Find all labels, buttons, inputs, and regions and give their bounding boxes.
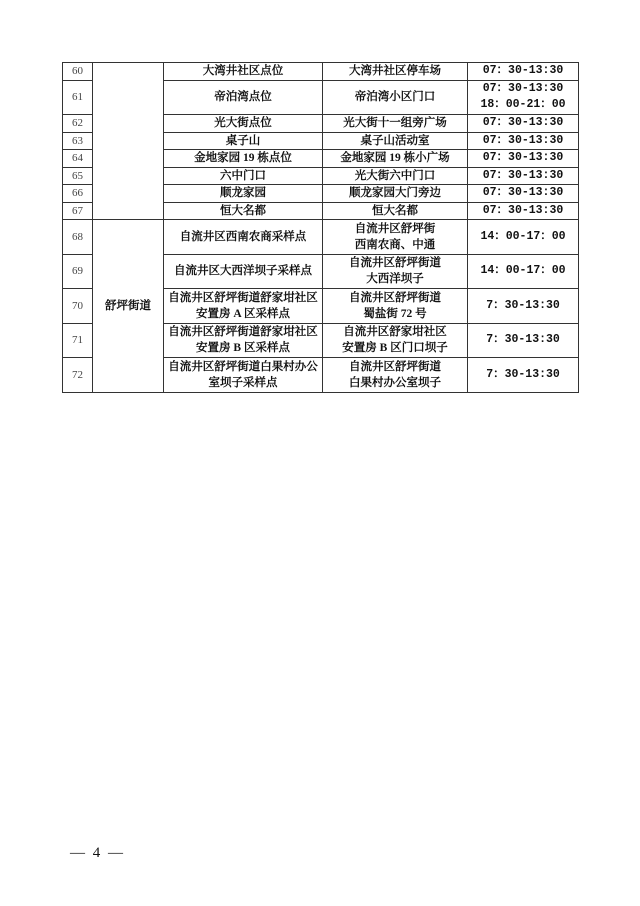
- site-name-line: 自流井区大西洋坝子采样点: [174, 265, 312, 278]
- service-hours-line: 7：30-13:30: [486, 367, 560, 381]
- row-number: 69: [63, 254, 93, 289]
- site-name-line: 大湾井社区点位: [202, 65, 284, 78]
- service-hours: [468, 254, 579, 289]
- service-hours-line: 07：30-13:30: [482, 168, 564, 182]
- site-address: [323, 289, 468, 324]
- site-address-line: 安置房 B 区门口坝子: [342, 342, 448, 355]
- site-address-line: 光大街六中门口: [354, 169, 436, 182]
- site-address-line: 自流井区舒坪街道: [349, 291, 441, 304]
- site-name-line: 自流井区西南农商采样点: [179, 230, 307, 243]
- service-hours: [468, 220, 579, 255]
- site-name-line: 安置房 A 区采样点: [196, 307, 290, 320]
- site-name: [164, 202, 323, 220]
- service-hours-line: 07：30-13:30: [482, 203, 564, 217]
- row-number: 71: [63, 323, 93, 358]
- service-hours: [468, 167, 579, 185]
- service-hours: [468, 115, 579, 133]
- service-hours: [468, 132, 579, 150]
- service-hours: [468, 289, 579, 324]
- site-address-line: 顺龙家园大门旁边: [349, 187, 441, 200]
- site-name-line: 金地家园 19 栋点位: [194, 152, 292, 165]
- site-address-line: 自流井区舒家坩社区: [343, 326, 447, 339]
- site-name: [164, 289, 323, 324]
- site-name: [164, 167, 323, 185]
- site-address: [323, 323, 468, 358]
- service-hours-line: 14：00-17：00: [480, 229, 566, 243]
- row-number: 64: [63, 150, 93, 168]
- site-address-line: 白果村办公室坝子: [349, 376, 441, 389]
- site-address-line: 恒大名都: [372, 204, 418, 217]
- service-hours-line: 07：30-13:30: [482, 151, 564, 165]
- service-hours-line: 07：30-13:30: [482, 186, 564, 200]
- service-hours-line: 7：30-13:30: [486, 298, 560, 312]
- site-name: [164, 358, 323, 393]
- site-name: [164, 150, 323, 168]
- row-number: 62: [63, 115, 93, 133]
- site-name-line: 室坝子采样点: [208, 376, 278, 389]
- site-name: [164, 80, 323, 115]
- sampling-sites-table: [62, 62, 579, 393]
- service-hours-line: 7：30-13:30: [486, 333, 560, 347]
- site-address: [323, 220, 468, 255]
- site-address-line: 蜀盐街 72 号: [363, 307, 427, 320]
- site-address: [323, 202, 468, 220]
- service-hours: [468, 202, 579, 220]
- site-name: [164, 185, 323, 203]
- site-address: [323, 115, 468, 133]
- site-name: [164, 220, 323, 255]
- service-hours-line: 14：00-17：00: [480, 264, 566, 278]
- service-hours-line: 07：30-13:30: [482, 82, 564, 96]
- site-address-line: 自流井区舒坪街: [354, 222, 436, 235]
- site-address-line: 大湾井社区停车场: [349, 65, 441, 78]
- row-number: 60: [63, 63, 93, 81]
- service-hours: [468, 358, 579, 393]
- site-address: [323, 254, 468, 289]
- row-number: 63: [63, 132, 93, 150]
- site-address: [323, 358, 468, 393]
- row-number: 70: [63, 289, 93, 324]
- service-hours: [468, 185, 579, 203]
- district-cell: [93, 63, 164, 220]
- site-name-line: 桌子山: [225, 134, 261, 147]
- site-address: [323, 185, 468, 203]
- district-cell: 舒坪街道: [93, 220, 164, 393]
- row-number: 67: [63, 202, 93, 220]
- site-name: [164, 63, 323, 81]
- row-number: 61: [63, 80, 93, 115]
- site-name-line: 安置房 B 区采样点: [196, 342, 290, 355]
- site-name: [164, 323, 323, 358]
- row-number: 65: [63, 167, 93, 185]
- site-name: [164, 254, 323, 289]
- service-hours-line: 18：00-21：00: [480, 98, 566, 112]
- row-number: 66: [63, 185, 93, 203]
- site-address: [323, 80, 468, 115]
- site-name-line: 帝泊湾点位: [214, 91, 272, 104]
- site-name-line: 六中门口: [220, 169, 266, 182]
- service-hours-line: 07：30-13:30: [482, 64, 564, 78]
- row-number: 72: [63, 358, 93, 393]
- site-address: [323, 167, 468, 185]
- site-name-line: 恒大名都: [220, 204, 266, 217]
- row-number: 68: [63, 220, 93, 255]
- site-address-line: 桌子山活动室: [360, 134, 430, 147]
- table-row: [63, 63, 579, 81]
- service-hours-line: 07：30-13:30: [482, 133, 564, 147]
- site-address: [323, 132, 468, 150]
- site-address-line: 自流井区舒坪街道: [349, 360, 441, 373]
- site-name: [164, 132, 323, 150]
- site-name-line: 自流井区舒坪街道白果村办公: [168, 360, 318, 373]
- service-hours: [468, 80, 579, 115]
- site-name-line: 光大街点位: [214, 117, 272, 130]
- site-address-line: 光大街十一组旁广场: [343, 117, 447, 130]
- site-address-line: 金地家园 19 栋小广场: [340, 152, 450, 165]
- site-address: [323, 150, 468, 168]
- service-hours: [468, 323, 579, 358]
- site-name-line: 自流井区舒坪街道舒家坩社区: [168, 326, 318, 339]
- site-address-line: 大西洋坝子: [366, 273, 424, 286]
- site-name-line: 顺龙家园: [220, 187, 266, 200]
- page-number: — 4 —: [70, 845, 125, 861]
- site-name: [164, 115, 323, 133]
- site-address: [323, 63, 468, 81]
- site-address-line: 自流井区舒坪街道: [349, 257, 441, 270]
- site-name-line: 自流井区舒坪街道舒家坩社区: [168, 291, 318, 304]
- site-address-line: 西南农商、中通: [354, 238, 436, 251]
- site-address-line: 帝泊湾小区门口: [354, 91, 436, 104]
- service-hours-line: 07：30-13:30: [482, 116, 564, 130]
- service-hours: [468, 150, 579, 168]
- table-row: [63, 220, 579, 255]
- service-hours: [468, 63, 579, 81]
